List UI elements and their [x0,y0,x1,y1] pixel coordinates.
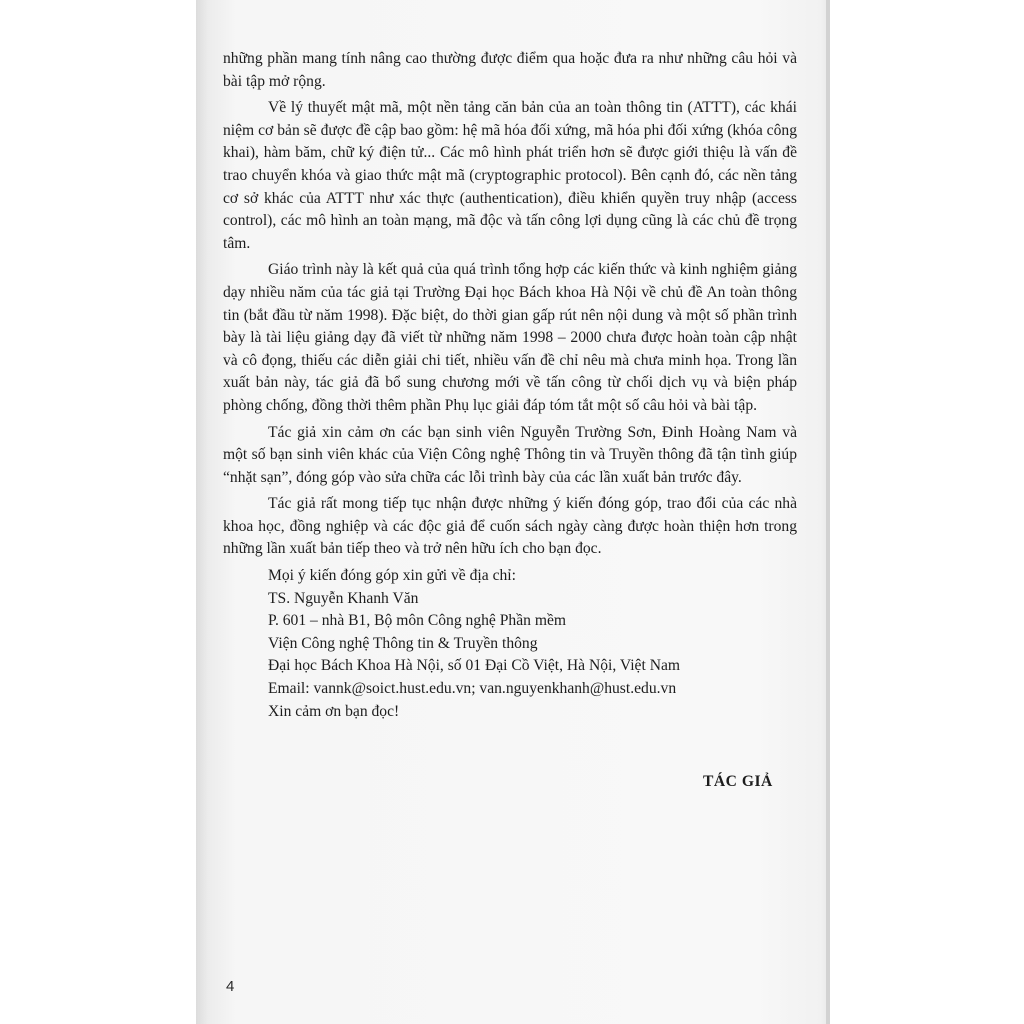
page-number: 4 [226,978,235,995]
paragraph-feedback: Tác giả rất mong tiếp tục nhận được những ý kiến đóng góp, trao đổi của các nhà khoa học, đồng nghiệp và các độc giả để cuốn sách ngày càng được hoàn thiện hơn trong những lần xuất bản tiếp theo và trở nên hữu ích cho bạn đọc. [223,495,797,558]
contact-email: Email: vannk@soict.hust.edu.vn; van.nguyenkhanh@hust.edu.vn [268,680,677,698]
paragraph-textbook-origin: Giáo trình này là kết quả của quá trình tổng hợp các kiến thức và kinh nghiệm giảng dạy nhiều năm của tác giả tại Trường Đại học Bách khoa Hà Nội về chủ đề An toàn thông tin (bắt đầu từ năm 1998). Đặc biệt, do thời gian gấp rút nên nội dung và một số phần trình bày là tài liệu giảng dạy đã viết từ những năm 1998 – 2000 chưa được hoàn toàn cập nhật và cô đọng, thiếu các diễn giải chi tiết, nhiều vấn đề chỉ nêu mà chưa minh họa. Trong lần xuất bản này, tác giả đã bổ sung chương mới về tấn công từ chối dịch vụ và biện pháp phòng chống, đồng thời thêm phần Phụ lục giải đáp tóm tắt một số câu hỏi và bài tập. [223,261,797,414]
contact-name: TS. Nguyễn Khanh Văn [268,589,419,607]
contact-thanks: Xin cảm ơn bạn đọc! [268,702,400,720]
contact-office: P. 601 – nhà B1, Bộ môn Công nghệ Phần mềm [268,612,567,630]
contact-intro: Mọi ý kiến đóng góp xin gửi về địa chỉ: [268,567,516,585]
contact-institute: Viện Công nghệ Thông tin & Truyền thông [268,634,538,652]
page-body [223,48,797,723]
paragraph-cryptography: Về lý thuyết mật mã, một nền tảng căn bản của an toàn thông tin (ATTT), các khái niệm cơ bản sẽ được đề cập bao gồm: hệ mã hóa đối xứng, mã hóa phi đối xứng (khóa công khai), hàm băm, chữ ký điện tử... Các mô hình phát triển hơn sẽ được giới thiệu là vấn đề trao chuyển khóa và giao thức mật mã (cryptographic protocol). Bên cạnh đó, các nền tảng cơ sở khác của ATTT như xác thực (authentication), điều khiển quyền truy nhập (access control), các mô hình an toàn mạng, mã độc và tấn công lợi dụng cũng là các chủ đề trọng tâm. [223,99,797,252]
paragraph-acknowledgements: Tác giả xin cảm ơn các bạn sinh viên Nguyễn Trường Sơn, Đinh Hoàng Nam và một số bạn sinh viên khác của Viện Công nghệ Thông tin và Truyền thông đã tận tình giúp “nhặt sạn”, đóng góp vào sửa chữa các lỗi trình bày của các lần xuất bản trước đây. [223,423,797,486]
author-signature: TÁC GIẢ [703,773,773,790]
contact-university: Đại học Bách Khoa Hà Nội, số 01 Đại Cồ Việt, Hà Nội, Việt Nam [268,657,681,675]
contact-block [223,565,797,723]
paragraph-continuation: những phần mang tính nâng cao thường được điểm qua hoặc đưa ra như những câu hỏi và bài tập mở rộng. [223,50,797,90]
page-edge [826,0,830,1024]
